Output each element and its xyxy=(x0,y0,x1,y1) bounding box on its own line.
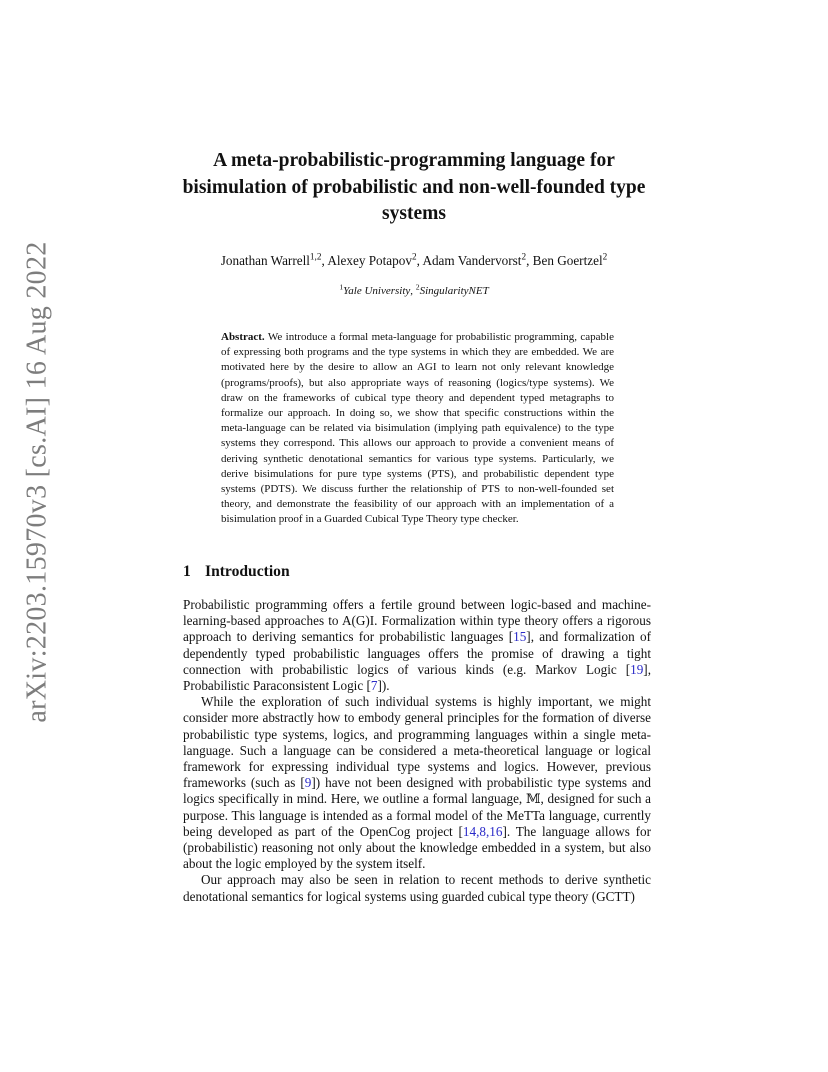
author-name: Jonathan Warrell xyxy=(220,253,310,268)
citation-link[interactable]: [ 7 ] xyxy=(367,678,382,693)
paper-title xyxy=(150,148,678,228)
author-affiliation-mark: 2 xyxy=(602,251,608,262)
paragraph-text: Our approach may also be seen in relation to recent methods to derive synthetic denotational semantics for logical systems using guarded cubical type theory (GCTT) xyxy=(183,872,651,904)
paragraph-text: ) have not been designed with probabilistic type systems and logics specifically in mind. Here, we outline a formal language, 𝕄, designed for such a purpose. This language is intended as a formal model of the MeTTa language, currently being developed as part of the OpenCog project xyxy=(183,775,651,839)
citation-link[interactable]: [ 15 ] xyxy=(509,629,531,644)
author-affiliation-mark: 1,2 xyxy=(309,251,322,262)
affiliation-mark: 1 xyxy=(339,282,344,292)
author xyxy=(327,253,422,268)
affiliation-name: SingularityNET xyxy=(419,285,489,297)
abstract xyxy=(221,330,614,528)
affiliations xyxy=(120,283,708,299)
author-name: Alexey Potapov xyxy=(327,253,412,268)
section-number: 1 xyxy=(183,563,191,580)
title-line: bisimulation of probabilistic and non-well-founded type xyxy=(182,176,646,198)
author xyxy=(422,253,532,268)
author-separator: , xyxy=(526,253,533,268)
paragraph-text: . The language allows for (probabilistic) reasoning not only about the knowledge embedded in a system, but also about the logic employed by the system itself. xyxy=(183,823,651,872)
author-list xyxy=(120,251,708,271)
author-affiliation-mark: 2 xyxy=(411,251,417,262)
paragraph-text: While the exploration of such individual systems is highly important, we might consider more abstractly how to embody general principles for the formation of diverse probabilistic type systems, logics, and programming languages within a single meta-language. Such a language can be considered a meta-theoretical language or logical framework for expressing individual type systems and logics. However, previous frameworks (such as xyxy=(183,694,651,791)
author-name: Adam Vandervorst xyxy=(422,253,522,268)
arxiv-identifier-stamp xyxy=(16,241,60,723)
body-paragraph xyxy=(183,694,651,872)
paragraph-text: , and formalization of dependently typed probabilistic languages offers the promise of drawing a tight connection with probabilistic logics of various kinds (e.g. Markov Logic xyxy=(183,629,651,677)
affiliation xyxy=(415,282,489,297)
affiliation-name: Yale University xyxy=(343,285,411,297)
body-paragraph xyxy=(183,872,651,904)
affiliation-separator: , xyxy=(410,285,416,297)
author xyxy=(533,253,608,268)
author-name: Ben Goertzel xyxy=(532,253,603,268)
citation-link[interactable]: [ 9 ] xyxy=(300,775,315,790)
affiliation xyxy=(339,282,416,297)
title-line: A meta-probabilistic-programming language for xyxy=(213,150,615,171)
author-separator: , xyxy=(321,253,328,268)
section-heading xyxy=(183,562,290,582)
abstract-label: Abstract. xyxy=(221,331,265,343)
title-line: systems xyxy=(382,203,446,224)
paragraph-text: , Probabilistic Paraconsistent Logic xyxy=(183,661,651,694)
citation-link[interactable]: [ 14,8,16 ] xyxy=(459,824,507,839)
arxiv-stamp-text: arXiv:2203.15970v3 [cs.AI] 16 Aug 2022 xyxy=(22,241,53,723)
author xyxy=(221,253,328,268)
body-paragraph xyxy=(183,597,651,694)
author-affiliation-mark: 2 xyxy=(521,251,527,262)
citation-link[interactable]: [ 19 ] xyxy=(626,662,648,677)
body-text xyxy=(183,597,651,905)
abstract-text: We introduce a formal meta-language for probabilistic programming, capable of expressing both programs and the type systems in which they are embedded. We are motivated here by the desire to allow an AGI to learn not only relevant knowledge (programs/proofs), but also appropriate ways of reasoning (logics/type systems). We draw on the frameworks of cubical type theory and dependent typed metagraphs to formalize our approach. In doing so, we show that specific constructions within the meta-language can be related via bisimulation (implying path equivalence) to the type systems they correspond. This allows our approach to provide a convenient means of deriving synthetic denotational semantics for various type systems. Particularly, we derive bisimulations for pure type systems (PTS), and probabilistic dependent type systems (PDTS). We discuss further the relationship of PTS to non-well-founded set theory, and demonstrate the feasibility of our approach with an implementation of a bisimulation proof in a Guarded Cubical Type Theory type checker. xyxy=(221,331,614,526)
section-title: Introduction xyxy=(205,563,290,580)
paragraph-text: ). xyxy=(381,678,390,694)
paragraph-text: Probabilistic programming offers a fertile ground between logic-based and machine-learning-based approaches to A(G)I. Formalization within type theory offers a rigorous approach to deriving semantics for probabilistic languages xyxy=(183,597,651,645)
affiliation-mark: 2 xyxy=(415,282,420,292)
author-separator: , xyxy=(416,253,423,268)
